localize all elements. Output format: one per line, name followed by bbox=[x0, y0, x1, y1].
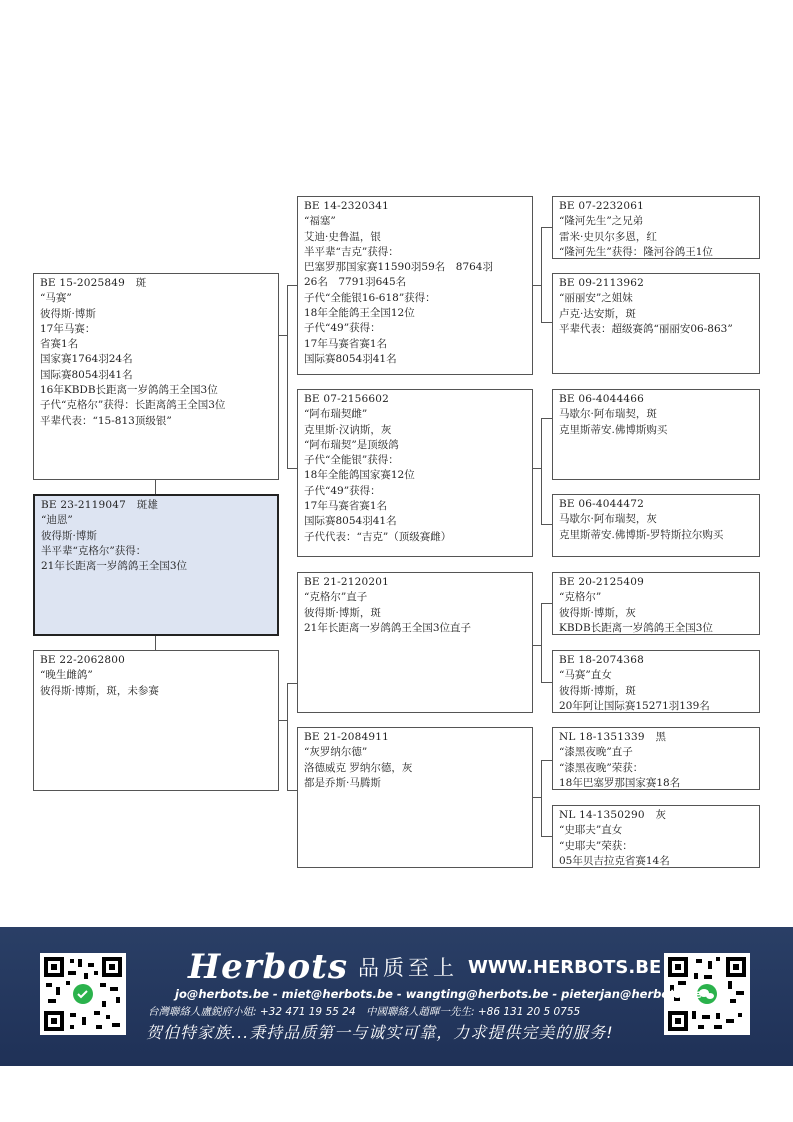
pedigree-line: 子代代表：“吉克”（顶级赛雌） bbox=[304, 530, 452, 543]
dam-dam-card bbox=[297, 727, 533, 868]
ancestor-card bbox=[552, 389, 760, 480]
pedigree-line: 子代“克格尔”获得：长距离鸽王全国3位 bbox=[40, 399, 226, 412]
pedigree-line: 省赛1名 bbox=[40, 338, 79, 351]
brand-row bbox=[188, 949, 661, 985]
pedigree-line: 彼得斯·博斯，斑，未参赛 bbox=[40, 684, 159, 697]
connector bbox=[541, 322, 552, 323]
dam-sire-card bbox=[297, 572, 533, 713]
pedigree-line: “漆黑夜晚”荣获： bbox=[559, 761, 644, 774]
footer-banner bbox=[0, 927, 793, 1066]
pedigree-line: 克里斯蒂安.佛博斯购买 bbox=[559, 423, 668, 436]
pedigree-line: 子代“49”获得： bbox=[304, 484, 381, 497]
pedigree-line: 克里斯·汉讷斯，灰 bbox=[304, 423, 392, 436]
pedigree-line: 克里斯蒂安.佛博斯-罗特斯拉尔购买 bbox=[559, 528, 724, 541]
pedigree-line: 平辈代表：超级赛鸽“丽丽安06-863” bbox=[559, 322, 733, 335]
pedigree-line: “晚生雌鸽” bbox=[40, 669, 93, 682]
pedigree-line: “克格尔” bbox=[559, 591, 602, 604]
pedigree-line: 国家赛1764羽24名 bbox=[40, 353, 133, 366]
pedigree-line: “阿布瑞契”是顶级鸽 bbox=[304, 438, 399, 451]
pedigree-line: 子代“49”获得： bbox=[304, 322, 381, 335]
pedigree-line: 20年阿让国际赛15271羽139名 bbox=[559, 699, 710, 712]
ancestor-card bbox=[552, 196, 760, 259]
connector bbox=[541, 524, 552, 525]
pedigree-line: 彼得斯·博斯，斑 bbox=[304, 606, 381, 619]
ancestor-card bbox=[552, 494, 760, 557]
ring-number: BE 18-2074368 bbox=[559, 654, 644, 666]
pedigree-line: “灰罗纳尔德” bbox=[304, 746, 368, 759]
connector bbox=[287, 285, 288, 469]
pedigree-line: “阿布瑞契雌” bbox=[304, 408, 368, 421]
pedigree-line: “史耶夫”直女 bbox=[559, 824, 623, 837]
pedigree-line: 彼得斯·博斯 bbox=[41, 529, 97, 542]
pedigree-line: 平辈代表：“15-813顶级银” bbox=[40, 414, 172, 427]
connector bbox=[541, 682, 552, 683]
qr-code-icon[interactable] bbox=[40, 953, 126, 1035]
sire-sire-card bbox=[297, 196, 533, 375]
pedigree-line: 26名 7791羽645名 bbox=[304, 276, 407, 289]
pedigree-line: 子代“全能银16-618”获得： bbox=[304, 291, 436, 304]
pedigree-line: “隆河先生”获得：隆河谷鸽王1位 bbox=[559, 245, 713, 258]
connector bbox=[287, 683, 297, 684]
connector bbox=[541, 760, 542, 837]
ring-number: BE 07-2156602 bbox=[304, 393, 389, 405]
sire-dam-card bbox=[297, 389, 533, 557]
ring-number: NL 18-1351339 黑 bbox=[559, 731, 667, 743]
connector bbox=[541, 603, 542, 683]
ring-number: BE 14-2320341 bbox=[304, 200, 389, 212]
pedigree-line: “马赛” bbox=[40, 292, 72, 305]
ring-number: BE 09-2113962 bbox=[559, 277, 644, 289]
connector bbox=[541, 227, 542, 323]
ancestor-card bbox=[552, 572, 760, 635]
pedigree-line: “漆黑夜晚”直子 bbox=[559, 746, 633, 759]
connector bbox=[287, 468, 297, 469]
contact-emails[interactable]: jo@herbots.be - miet@herbots.be - wangting@herbots.be - pieterjan@herbots.be bbox=[175, 987, 703, 1001]
pedigree-line: 彼得斯·博斯 bbox=[40, 307, 96, 320]
pedigree-line: 马歇尔·阿布瑞契，灰 bbox=[559, 513, 657, 526]
pedigree-line: “克格尔”直子 bbox=[304, 591, 368, 604]
connector bbox=[541, 227, 552, 228]
website-link[interactable]: WWW.HERBOTS.BE bbox=[467, 956, 662, 978]
pedigree-line: 21年长距离一岁鸽鸽王全国3位 bbox=[41, 560, 188, 573]
pedigree-line: 17年马赛省赛1名 bbox=[304, 500, 388, 513]
pedigree-line: “丽丽安”之姐妹 bbox=[559, 292, 633, 305]
pedigree-line: 彼得斯·博斯，斑 bbox=[559, 684, 636, 697]
pedigree-line: 国际赛8054羽41名 bbox=[304, 515, 397, 528]
pedigree-line: 18年全能鸽王全国12位 bbox=[304, 307, 415, 320]
pedigree-line: 17年马赛省赛1名 bbox=[304, 337, 388, 350]
page-bottom-margin bbox=[0, 1066, 793, 1122]
subject-pigeon-card bbox=[33, 494, 279, 636]
ring-number: BE 15-2025849 斑 bbox=[40, 277, 147, 289]
pedigree-line: 05年贝吉拉克省赛14名 bbox=[559, 854, 670, 867]
pedigree-line: 艾迪·史鲁温，银 bbox=[304, 230, 381, 243]
ancestor-card bbox=[552, 650, 760, 713]
connector bbox=[541, 760, 552, 761]
ring-number: BE 21-2084911 bbox=[304, 731, 389, 743]
pedigree-line: 18年巴塞罗那国家赛18名 bbox=[559, 776, 681, 789]
connector bbox=[287, 790, 297, 791]
pedigree-line: 21年长距离一岁鸽鸽王全国3位直子 bbox=[304, 621, 472, 634]
pedigree-line: 半平辈“吉克”获得： bbox=[304, 245, 399, 258]
contact-phones: 台灣聯絡人盧鋭府小姐: +32 471 19 55 24 中國聯絡人趙暉一先生: +86 131 20 5 0755 bbox=[148, 1006, 581, 1018]
pedigree-line: KBDB长距离一岁鸽鸽王全国3位 bbox=[559, 621, 713, 634]
ring-number: BE 06-4044472 bbox=[559, 498, 644, 510]
ancestor-card bbox=[552, 805, 760, 868]
pedigree-line: 洛德威克 罗纳尔德，灰 bbox=[304, 761, 413, 774]
ring-number: BE 06-4044466 bbox=[559, 393, 644, 405]
herbots-logo[interactable]: Herbots bbox=[188, 947, 348, 987]
pedigree-line: 子代“全能银”获得： bbox=[304, 454, 399, 467]
connector bbox=[155, 479, 156, 495]
ring-number: BE 22-2062800 bbox=[40, 654, 125, 666]
ring-number: BE 23-2119047 斑雄 bbox=[41, 499, 159, 511]
pedigree-line: 卢克·达安斯，斑 bbox=[559, 307, 636, 320]
connector bbox=[541, 418, 552, 419]
pedigree-line: 17年马赛： bbox=[40, 322, 96, 335]
pedigree-line: 雷米·史贝尔多恩，红 bbox=[559, 230, 657, 243]
ring-number: BE 21-2120201 bbox=[304, 576, 389, 588]
ring-number: NL 14-1350290 灰 bbox=[559, 809, 667, 821]
company-motto: 贺伯特家族...秉持品质第一与诚实可靠，力求提供完美的服务! bbox=[146, 1023, 614, 1042]
connector bbox=[155, 635, 156, 651]
pedigree-line: “福塞” bbox=[304, 215, 336, 228]
pedigree-line: “隆河先生”之兄弟 bbox=[559, 215, 644, 228]
pedigree-line: “迪恩” bbox=[41, 514, 73, 527]
ancestor-card bbox=[552, 273, 760, 374]
ring-number: BE 07-2232061 bbox=[559, 200, 644, 212]
pedigree-line: 都是乔斯·马腾斯 bbox=[304, 776, 381, 789]
dam-card bbox=[33, 650, 279, 791]
ancestor-card bbox=[552, 727, 760, 790]
pedigree-line: 国际赛8054羽41名 bbox=[40, 368, 133, 381]
pedigree-line: 马歇尔·阿布瑞契，斑 bbox=[559, 408, 657, 421]
ring-number: BE 20-2125409 bbox=[559, 576, 644, 588]
connector bbox=[541, 418, 542, 525]
connector bbox=[541, 603, 552, 604]
connector bbox=[287, 285, 297, 286]
pedigree-line: “史耶夫”荣获： bbox=[559, 839, 633, 852]
pedigree-line: 半平辈“克格尔”获得： bbox=[41, 544, 147, 557]
connector bbox=[541, 836, 552, 837]
pedigree-line: 18年全能鸽国家赛12位 bbox=[304, 469, 415, 482]
sire-card bbox=[33, 273, 279, 480]
pedigree-line: 巴塞罗那国家赛11590羽59名 8764羽 bbox=[304, 261, 493, 274]
pedigree-line: “马赛”直女 bbox=[559, 669, 612, 682]
slogan: 品质至上 bbox=[357, 956, 458, 980]
pedigree-line: 国际赛8054羽41名 bbox=[304, 352, 397, 365]
pedigree-line: 16年KBDB长距离一岁鸽鸽王全国3位 bbox=[40, 384, 218, 397]
pedigree-line: 彼得斯·博斯，灰 bbox=[559, 606, 636, 619]
connector bbox=[287, 683, 288, 791]
